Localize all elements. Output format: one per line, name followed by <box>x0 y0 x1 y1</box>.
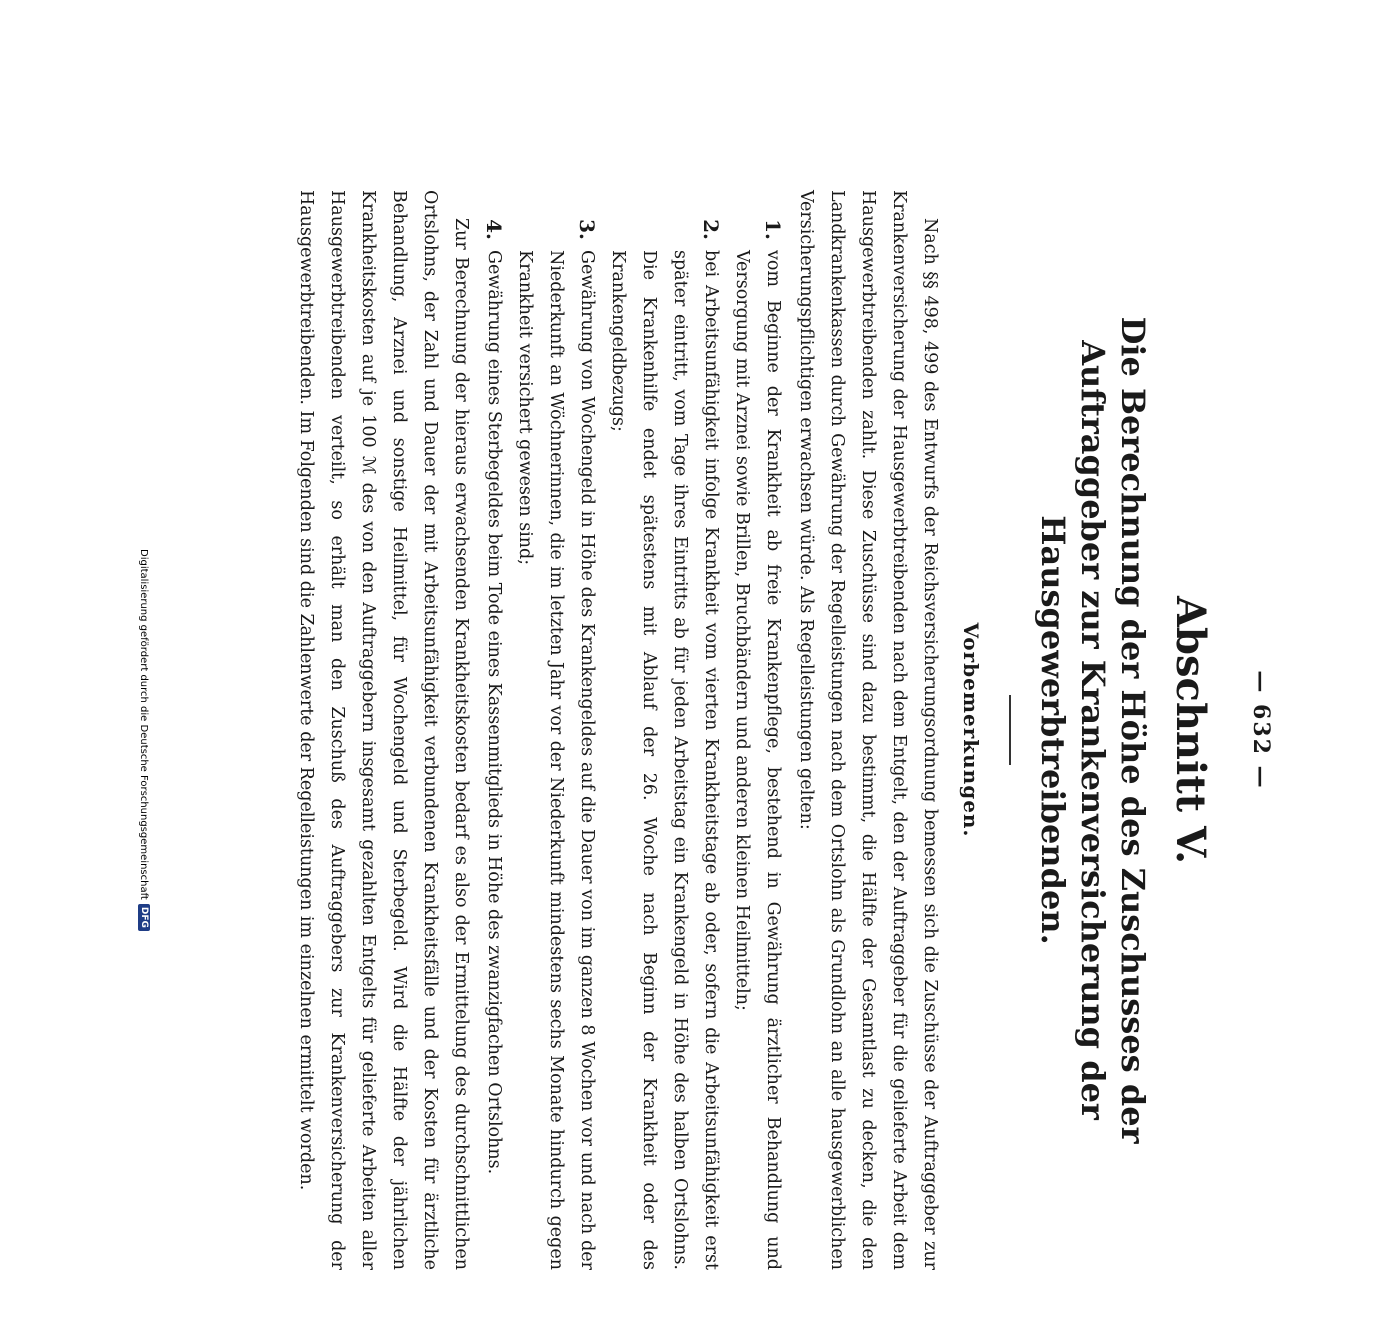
list-item <box>726 190 788 1270</box>
document-page <box>150 130 1290 1330</box>
intro-paragraph: Nach §§ 498, 499 des Entwurfs der Reichsversicherungsordnung bemessen sich die Zuschüsse der Auftraggeber zur Krankenversicherung der Hausgewerbtreibenden nach dem Entgelt, den der Auftraggeber für die gelieferte Arbeit dem Hausgewerbtreibenden zahlt. Diese Zuschüsse sind dazu bestimmt, die Hälfte der Gesamtlast zu decken, die den Landkrankenkassen durch Gewährung der Regelleistungen nach dem Ortslohn als Grundlohn an alle hausgewerblichen Versicherungspflichtigen erwachsen würde. Als Regelleistungen gelten: <box>796 190 940 1270</box>
remarks-heading: Vorbemerkungen. <box>959 622 983 838</box>
page-number: — 632 — <box>1248 670 1274 790</box>
list-item-number: 4. <box>482 219 506 240</box>
list-item <box>509 190 602 1270</box>
list-item-number: 2. <box>699 219 723 240</box>
closing-paragraph: Zur Berechnung der hieraus erwachsenden Krankheitskosten bedarf es also der Ermittelung des durchschnittlichen Ortslohns, der Zahl und Dauer der mit Arbeitsunfähigkeit verbundenen Krankheitsfälle und der Kosten für ärztliche Behandlung, Arznei und sonstige Heilmittel, für Wochengeld und Sterbegeld. Wird die Hälfte der jährlichen Krankheitskosten auf je 100 ℳ des von den Auftraggebern insgesamt gezahlten Entgelts für gelieferte Arbeiten aller Hausgewerbtreibenden verteilt, so erhält man den Zuschuß des Auftraggebers zur Krankenversicherung der Hausgewerbtreibenden. Im Folgenden sind die Zahlenwerte der Regelleistungen im einzelnen ermittelt worden. <box>296 190 471 1270</box>
credit-text: Digitalisierung gefördert durch die Deutsche Forschungsgemeinschaft <box>138 549 150 900</box>
digitization-credit <box>137 549 151 949</box>
scanned-page-area <box>150 130 1300 1270</box>
list-item-text: Gewährung eines Sterbegeldes beim Tode eines Kassenmitglieds in Höhe des zwanzigfachen Ortslohns. <box>484 250 504 1175</box>
divider <box>1009 695 1011 765</box>
benefits-list <box>478 190 788 1270</box>
list-item-text: bei Arbeitsunfähigkeit infolge Krankheit vom vierten Krankheitstage ab oder, sofern die Arbeitsunfähigkeit erst später eintritt, vom Tage ihres Eintritts ab für jeden Arbeitstag ein Krankengeld in Höhe des halben Ortslohns. Die Krankenhilfe endet spätestens mit Ablauf der 26. Woche nach Beginn der Krankheit oder des Krankengeldbezugs; <box>608 250 721 1270</box>
list-item-number: 3. <box>575 219 599 240</box>
list-item-text: Gewährung von Wochengeld in Höhe des Krankengeldes auf die Dauer von im ganzen 8 Wochen vor und nach der Niederkunft an Wöchnerinnen, die im letzten Jahr vor der Niederkunft mindestens sechs Monate hindurch gegen Krankheit versichert gewesen sind; <box>515 250 597 1270</box>
list-item-text: vom Beginne der Krankheit ab freie Krankenpflege, bestehend in Gewährung ärztlicher Behandlung und Versorgung mit Arznei sowie Brillen, Bruchbändern und anderen kleinen Heilmitteln; <box>732 250 783 1270</box>
list-item <box>602 190 726 1270</box>
list-item-number: 1. <box>761 219 785 240</box>
dfg-logo: DFG <box>138 904 150 931</box>
section-subtitle: Die Berechnung der Höhe des Zuschusses der Auftraggeber zur Krankenversicherung der Hausgewerbtreibenden. <box>1034 316 1152 1144</box>
section-title: Abschnitt V. <box>1167 595 1214 865</box>
list-item <box>478 190 509 1270</box>
